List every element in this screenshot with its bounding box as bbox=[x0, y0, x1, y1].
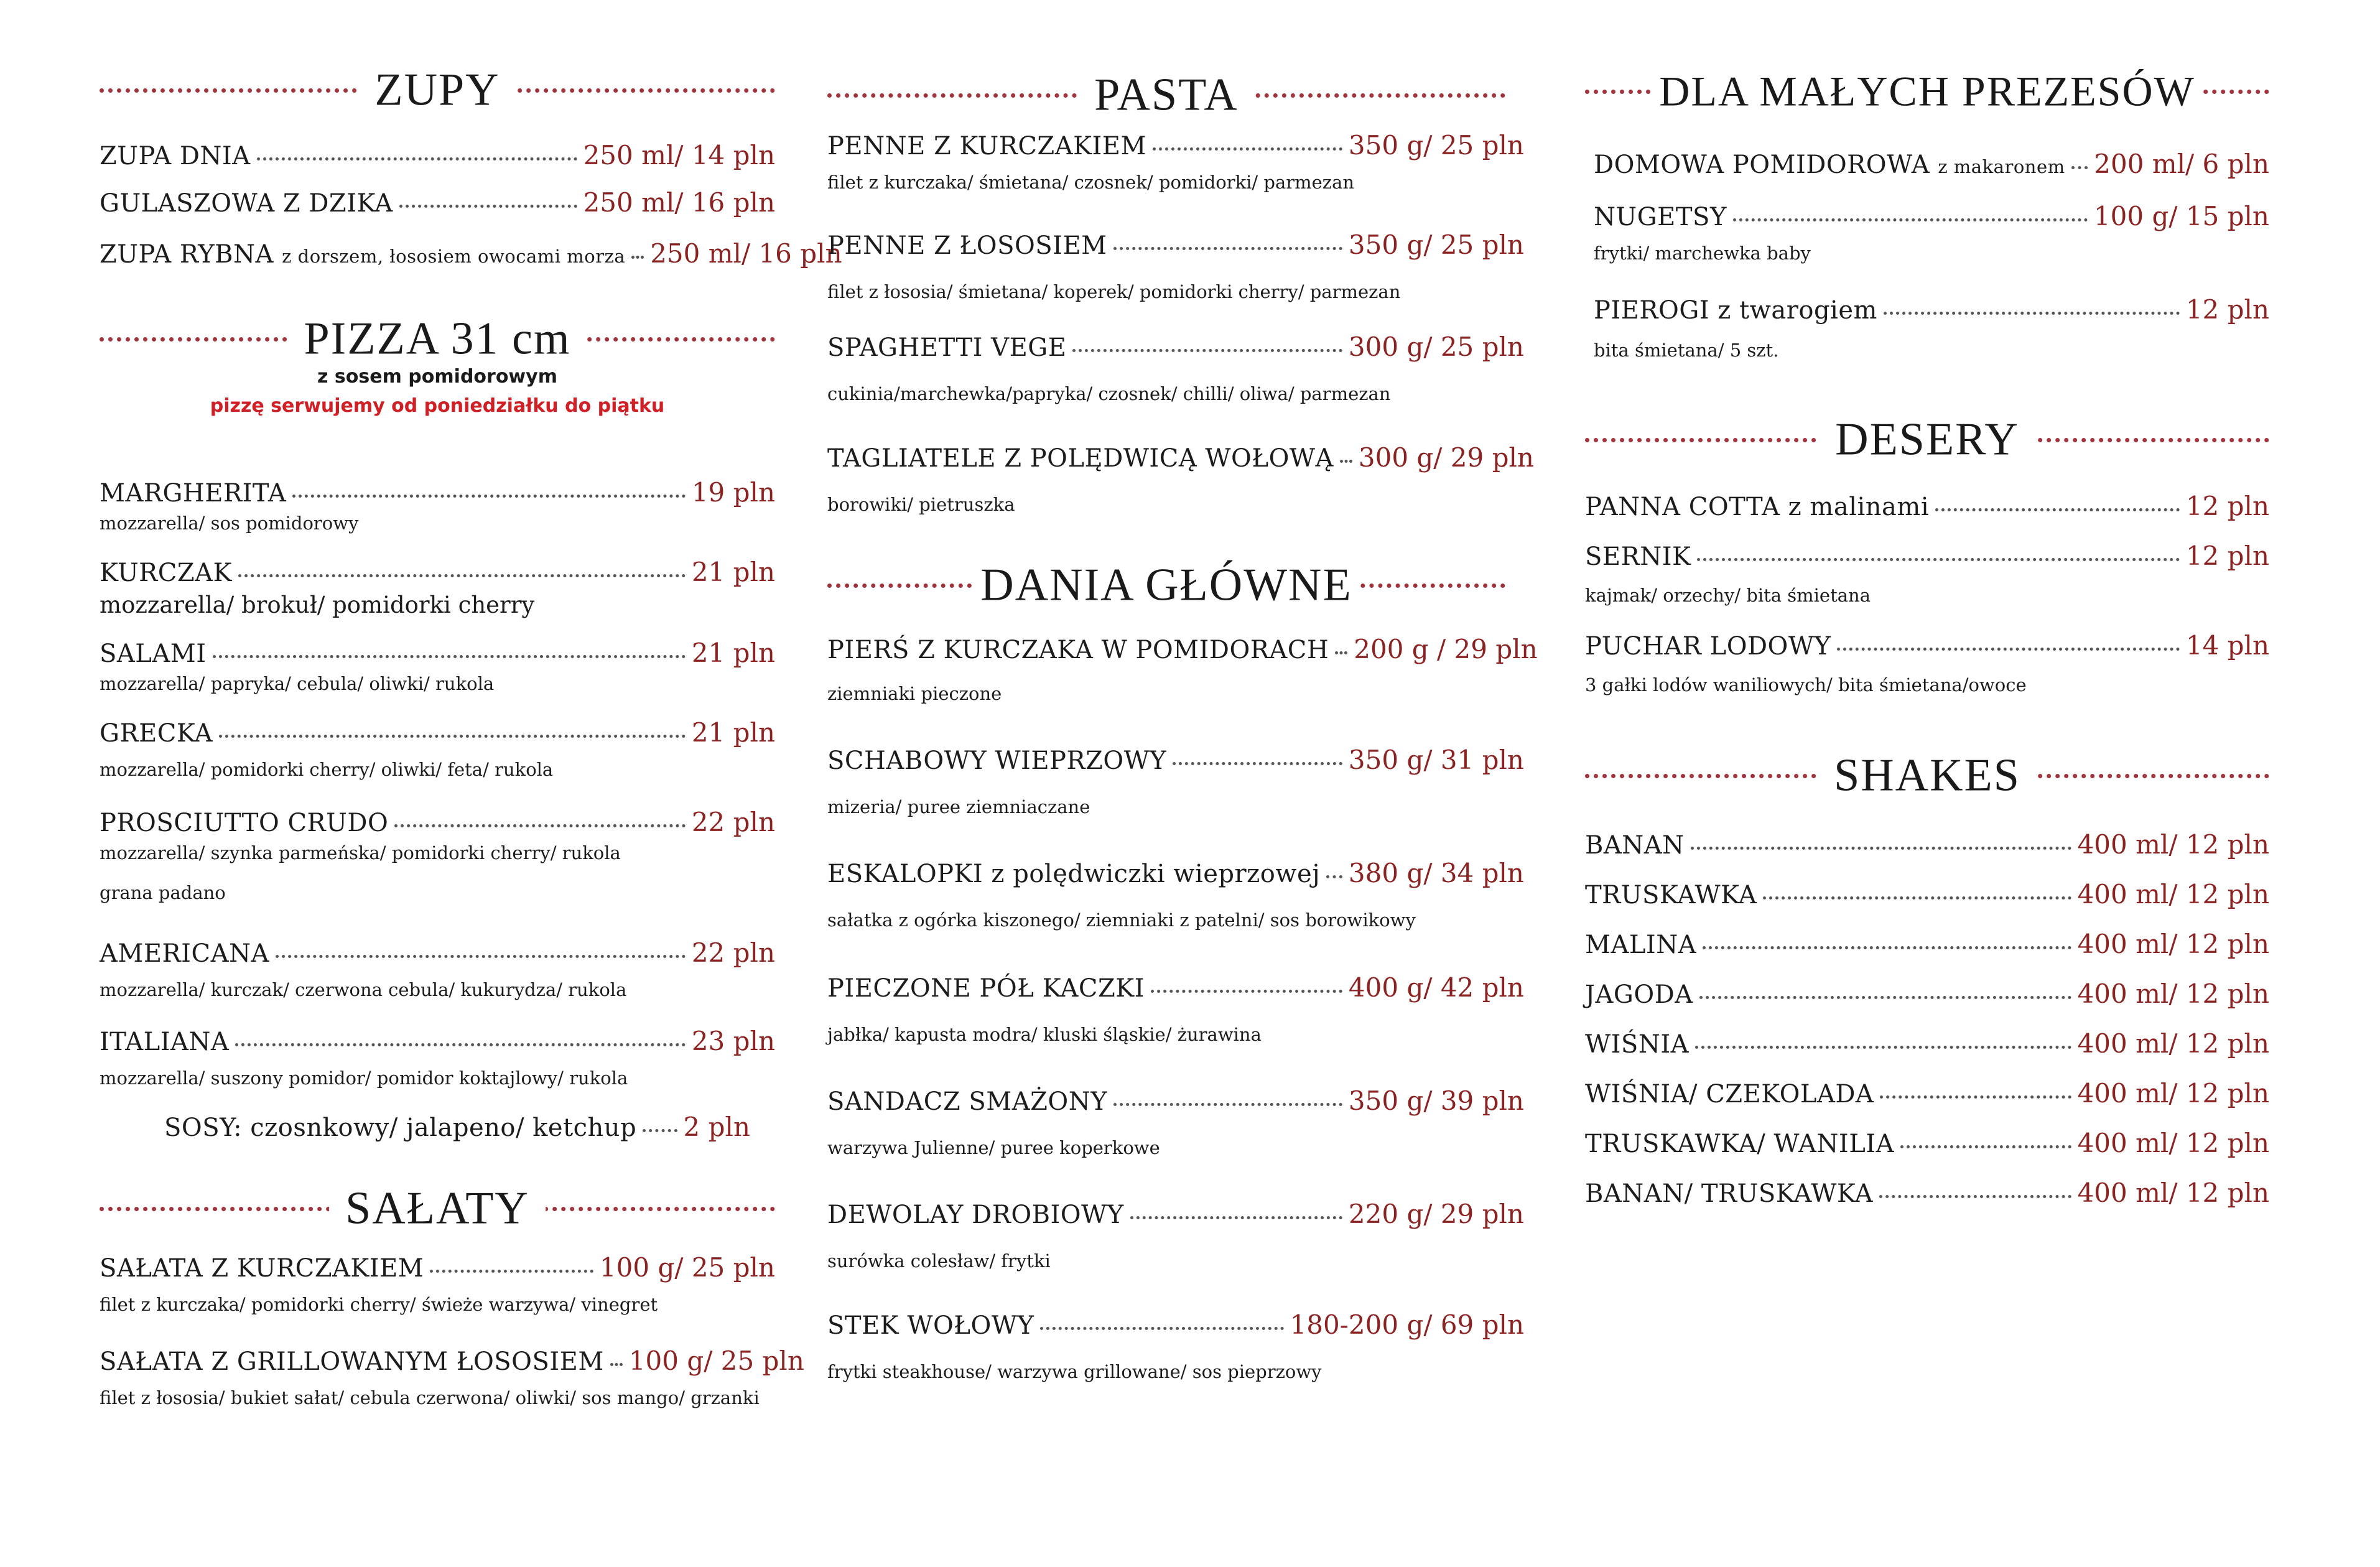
section-pizza bbox=[100, 305, 775, 417]
item-price: 400 ml/ 12 pln bbox=[2077, 929, 2269, 959]
item-name: SPAGHETTI VEGE bbox=[827, 333, 1067, 362]
item-name: SAŁATA Z KURCZAKIEM bbox=[100, 1254, 424, 1283]
menu-item bbox=[100, 185, 775, 221]
item-description: filet z łososia/ śmietana/ koperek/ pomidorki cherry/ parmezan bbox=[827, 281, 1401, 302]
section-note: pizzę serwujemy od poniedziałku do piątku bbox=[210, 395, 665, 417]
item-name: JAGODA bbox=[1585, 980, 1693, 1009]
menu-item bbox=[100, 236, 842, 274]
dot-leader bbox=[1880, 1095, 2071, 1099]
section-pasta bbox=[827, 61, 1505, 129]
item-price: 100 g/ 15 pln bbox=[2093, 201, 2269, 231]
dot-leader bbox=[1113, 247, 1342, 250]
dot-leader bbox=[292, 495, 686, 498]
menu-item bbox=[1585, 1026, 2269, 1062]
item-name-detail: z dorszem, łososiem owocami morza bbox=[282, 246, 626, 267]
dot-leader bbox=[394, 824, 686, 827]
section-title: PASTA bbox=[1078, 69, 1255, 122]
item-name: NUGETSY bbox=[1594, 203, 1727, 231]
dot-leader bbox=[1691, 847, 2071, 850]
item-description: mozzarella/ sos pomidorowy bbox=[100, 513, 359, 534]
item-price: 300 g/ 25 pln bbox=[1348, 332, 1524, 362]
item-name: PENNE Z ŁOSOSIEM bbox=[827, 231, 1107, 260]
dot-leader bbox=[1699, 996, 2071, 999]
item-description: cukinia/marchewka/papryka/ czosnek/ chilli/ oliwa/ parmezan bbox=[827, 383, 1391, 404]
section-desery bbox=[1585, 406, 2269, 474]
menu-item bbox=[1585, 877, 2269, 913]
menu-item bbox=[1585, 927, 2269, 962]
dot-leader bbox=[1153, 147, 1342, 151]
menu-item bbox=[100, 1024, 775, 1090]
item-description: mozzarella/ pomidorki cherry/ oliwki/ feta/ rukola bbox=[100, 759, 554, 780]
item-price: 400 ml/ 12 pln bbox=[2077, 979, 2269, 1009]
item-name: DOMOWA POMIDOROWA z makaronem bbox=[1594, 151, 2065, 179]
section-title: SAŁATY bbox=[329, 1183, 546, 1235]
dot-leader bbox=[1072, 349, 1342, 352]
item-name: MALINA bbox=[1585, 931, 1697, 959]
item-price: 12 pln bbox=[2185, 294, 2269, 325]
dot-leader bbox=[631, 256, 644, 259]
item-description-continued: grana padano bbox=[100, 882, 226, 903]
dot-leader bbox=[1340, 460, 1352, 463]
dot-leader bbox=[430, 1270, 593, 1273]
section-header bbox=[1585, 742, 2269, 810]
section-zupy bbox=[100, 56, 775, 124]
section-subtitle: z sosem pomidorowym bbox=[317, 366, 557, 388]
item-name: STEK WOŁOWY bbox=[827, 1311, 1034, 1340]
item-description: 3 gałki lodów waniliowych/ bita śmietana/owoce bbox=[1585, 674, 2027, 695]
section-dla-malych-prezesow bbox=[1585, 57, 2269, 126]
menu-item bbox=[100, 1250, 775, 1317]
item-name: PIEROGI z twarogiem bbox=[1594, 296, 1877, 325]
item-name: SAŁATA Z GRILLOWANYM ŁOSOSIEM bbox=[100, 1347, 604, 1376]
menu-item bbox=[1594, 147, 2269, 184]
item-description: mozzarella/ kurczak/ czerwona cebula/ kukurydza/ rukola bbox=[100, 979, 627, 1000]
dot-leader bbox=[213, 655, 686, 658]
item-name: ZUPA RYBNA z dorszem, łososiem owocami morza bbox=[100, 240, 626, 269]
dot-leader bbox=[1935, 508, 2180, 511]
dot-leader bbox=[1837, 648, 2179, 651]
menu-item bbox=[100, 805, 775, 905]
item-price: 380 g/ 34 pln bbox=[1348, 858, 1524, 888]
dot-leader bbox=[1113, 1103, 1342, 1106]
section-title: ZUPY bbox=[358, 64, 516, 117]
dot-leader bbox=[399, 205, 577, 208]
menu-item bbox=[827, 440, 1534, 517]
item-name: ESKALOPKI z polędwiczki wieprzowej bbox=[827, 860, 1321, 888]
item-price: 100 g/ 25 pln bbox=[628, 1346, 804, 1376]
menu-item bbox=[827, 1308, 1524, 1384]
item-price: 23 pln bbox=[691, 1026, 775, 1056]
item-description: mozzarella/ brokuł/ pomidorki cherry bbox=[100, 592, 535, 618]
menu-item bbox=[100, 475, 775, 536]
section-title: DESERY bbox=[1819, 414, 2035, 467]
menu-item bbox=[1585, 977, 2269, 1012]
item-price: 180-200 g/ 69 pln bbox=[1290, 1309, 1524, 1340]
item-price: 19 pln bbox=[691, 477, 775, 508]
item-price: 21 pln bbox=[691, 557, 775, 587]
item-name: SOSY: czosnkowy/ jalapeno/ ketchup bbox=[164, 1114, 637, 1142]
item-price: 200 g / 29 pln bbox=[1354, 634, 1538, 664]
menu-item bbox=[1585, 1126, 2269, 1161]
item-name: KURCZAK bbox=[100, 559, 232, 587]
item-price: 250 ml/ 14 pln bbox=[583, 140, 775, 170]
item-name: SALAMI bbox=[100, 639, 207, 668]
menu-item bbox=[1585, 489, 2269, 524]
dot-leader bbox=[238, 574, 686, 577]
menu-item bbox=[1585, 1076, 2269, 1112]
item-price: 350 g/ 39 pln bbox=[1348, 1086, 1524, 1116]
item-description: surówka colesław/ frytki bbox=[827, 1250, 1051, 1272]
section-header bbox=[100, 305, 775, 373]
dot-leader bbox=[219, 735, 686, 738]
dot-leader bbox=[1703, 946, 2071, 949]
dot-leader bbox=[1884, 312, 2180, 315]
menu-item bbox=[1594, 292, 2269, 363]
section-header bbox=[1585, 57, 2269, 126]
dot-leader bbox=[643, 1129, 677, 1132]
menu-item bbox=[827, 1197, 1524, 1273]
item-name: GULASZOWA Z DZIKA bbox=[100, 189, 393, 218]
menu-item bbox=[100, 555, 775, 618]
item-price: 350 g/ 31 pln bbox=[1348, 745, 1524, 775]
menu-item bbox=[827, 330, 1524, 406]
item-description: filet z kurczaka/ śmietana/ czosnek/ pomidorki/ parmezan bbox=[827, 172, 1355, 193]
item-price: 400 ml/ 12 pln bbox=[2077, 1128, 2269, 1158]
item-price: 350 g/ 25 pln bbox=[1348, 230, 1524, 260]
menu-item bbox=[827, 970, 1524, 1047]
item-description: borowiki/ pietruszka bbox=[827, 494, 1015, 515]
item-description: sałatka z ogórka kiszonego/ ziemniaki z patelni/ sos borowikowy bbox=[827, 909, 1416, 931]
menu-item bbox=[1594, 199, 2269, 266]
dot-leader bbox=[1335, 651, 1347, 654]
section-title: DLA MAŁYCH PREZESÓW bbox=[1652, 67, 2203, 116]
item-price: 400 ml/ 12 pln bbox=[2077, 1078, 2269, 1109]
dot-leader bbox=[1900, 1145, 2071, 1148]
dot-leader bbox=[1879, 1195, 2071, 1198]
item-name: AMERICANA bbox=[100, 939, 269, 968]
dot-leader bbox=[1763, 896, 2071, 900]
item-name: DEWOLAY DROBIOWY bbox=[827, 1201, 1124, 1229]
item-price: 400 g/ 42 pln bbox=[1348, 972, 1524, 1003]
dot-leader bbox=[1695, 1046, 2071, 1049]
dot-leader bbox=[1326, 875, 1342, 878]
item-name: BANAN/ TRUSKAWKA bbox=[1585, 1179, 1874, 1208]
item-price: 400 ml/ 12 pln bbox=[2077, 829, 2269, 860]
dot-leader bbox=[276, 955, 686, 958]
item-name: SANDACZ SMAŻONY bbox=[827, 1087, 1108, 1116]
item-description: bita śmietana/ 5 szt. bbox=[1594, 340, 1779, 361]
item-price: 21 pln bbox=[691, 638, 775, 668]
section-title: DANIA GŁÓWNE bbox=[974, 559, 1358, 612]
menu-item bbox=[827, 228, 1524, 304]
section-dania-glowne bbox=[827, 551, 1505, 620]
item-price: 250 ml/ 16 pln bbox=[650, 238, 842, 269]
item-name: PENNE Z KURCZAKIEM bbox=[827, 132, 1146, 160]
section-title: SHAKES bbox=[1818, 750, 2037, 802]
item-price: 250 ml/ 16 pln bbox=[583, 187, 775, 218]
item-price: 22 pln bbox=[691, 807, 775, 837]
menu-column-3 bbox=[1585, 0, 2269, 1567]
menu-item bbox=[827, 128, 1524, 195]
menu-item bbox=[100, 715, 775, 782]
item-price: 220 g/ 29 pln bbox=[1348, 1199, 1524, 1229]
menu-item bbox=[100, 1344, 804, 1410]
item-name-detail: z makaronem bbox=[1938, 156, 2065, 177]
item-name: SERNIK bbox=[1585, 542, 1691, 571]
dot-leader bbox=[1173, 762, 1342, 765]
section-shakes bbox=[1585, 742, 2269, 810]
menu-column-2 bbox=[827, 0, 1538, 1567]
item-description: jabłka/ kapusta modra/ kluski śląskie/ żurawina bbox=[827, 1024, 1262, 1045]
item-name: SCHABOWY WIEPRZOWY bbox=[827, 746, 1167, 775]
dot-leader bbox=[1130, 1216, 1342, 1219]
item-price: 12 pln bbox=[2185, 491, 2269, 521]
dot-leader bbox=[1697, 558, 2179, 561]
menu-item bbox=[1585, 628, 2269, 697]
dot-leader bbox=[235, 1043, 686, 1046]
item-price: 400 ml/ 12 pln bbox=[2077, 1028, 2269, 1059]
menu-item bbox=[1585, 539, 2269, 608]
item-price: 300 g/ 29 pln bbox=[1358, 442, 1534, 473]
item-description: filet z łososia/ bukiet sałat/ cebula czerwona/ oliwki/ sos mango/ grzanki bbox=[100, 1387, 760, 1408]
item-name: TRUSKAWKA bbox=[1585, 881, 1757, 909]
item-description: warzywa Julienne/ puree koperkowe bbox=[827, 1137, 1160, 1158]
menu-item bbox=[1585, 827, 2269, 863]
item-description: frytki steakhouse/ warzywa grillowane/ sos pieprzowy bbox=[827, 1361, 1322, 1382]
dot-leader bbox=[1040, 1327, 1283, 1330]
section-salaty bbox=[100, 1174, 775, 1243]
item-description: kajmak/ orzechy/ bita śmietana bbox=[1585, 585, 1871, 606]
item-price: 12 pln bbox=[2185, 541, 2269, 571]
item-description: mozzarella/ szynka parmeńska/ pomidorki cherry/ rukola bbox=[100, 842, 621, 863]
item-name: TAGLIATELE Z POLĘDWICĄ WOŁOWĄ bbox=[827, 444, 1334, 473]
dot-leader bbox=[1733, 218, 2088, 221]
dot-leader bbox=[610, 1363, 623, 1366]
menu-item bbox=[827, 743, 1524, 819]
item-description: mizeria/ puree ziemniaczane bbox=[827, 796, 1090, 817]
item-name: GRECKA bbox=[100, 719, 213, 748]
item-description: mozzarella/ papryka/ cebula/ oliwki/ rukola bbox=[100, 673, 495, 694]
menu-column-1 bbox=[100, 0, 842, 1567]
item-description: mozzarella/ suszony pomidor/ pomidor koktajlowy/ rukola bbox=[100, 1067, 628, 1089]
item-price: 400 ml/ 12 pln bbox=[2077, 879, 2269, 909]
item-description: frytki/ marchewka baby bbox=[1594, 243, 1811, 264]
sauces-item bbox=[164, 1110, 750, 1145]
item-description: ziemniaki pieczone bbox=[827, 683, 1002, 704]
section-header bbox=[1585, 406, 2269, 474]
menu-item bbox=[1585, 1176, 2269, 1211]
menu-item bbox=[827, 1084, 1524, 1160]
item-name: PIERŚ Z KURCZAKA W POMIDORACH bbox=[827, 636, 1329, 664]
item-name: MARGHERITA bbox=[100, 479, 287, 508]
item-name: PUCHAR LODOWY bbox=[1585, 632, 1831, 661]
menu-item bbox=[100, 636, 775, 696]
item-description: filet z kurczaka/ pomidorki cherry/ świeże warzywa/ vinegret bbox=[100, 1294, 658, 1315]
item-name: ZUPA DNIA bbox=[100, 142, 251, 170]
menu-item bbox=[827, 632, 1538, 706]
item-name: PIECZONE PÓŁ KACZKI bbox=[827, 974, 1145, 1003]
item-name: WIŚNIA/ CZEKOLADA bbox=[1585, 1080, 1874, 1109]
section-header bbox=[827, 61, 1505, 129]
menu-item bbox=[100, 936, 775, 1002]
menu-item bbox=[100, 138, 775, 174]
item-name: WIŚNIA bbox=[1585, 1030, 1690, 1059]
dot-leader bbox=[1151, 990, 1342, 993]
dot-leader bbox=[2071, 166, 2088, 169]
item-price: 22 pln bbox=[691, 937, 775, 968]
item-price: 21 pln bbox=[691, 717, 775, 748]
section-header bbox=[100, 1174, 775, 1243]
item-price: 400 ml/ 12 pln bbox=[2077, 1178, 2269, 1208]
section-header bbox=[827, 551, 1505, 620]
item-price: 350 g/ 25 pln bbox=[1348, 130, 1524, 160]
dot-leader bbox=[257, 157, 577, 160]
item-name: PROSCIUTTO CRUDO bbox=[100, 809, 389, 837]
item-name: PANNA COTTA z malinami bbox=[1585, 493, 1930, 521]
item-name: TRUSKAWKA/ WANILIA bbox=[1585, 1130, 1894, 1158]
item-price: 14 pln bbox=[2185, 630, 2269, 661]
item-price: 100 g/ 25 pln bbox=[599, 1252, 775, 1283]
section-header bbox=[100, 56, 775, 124]
item-price: 2 pln bbox=[683, 1112, 750, 1142]
section-title: PIZZA 31 cm bbox=[288, 313, 587, 366]
item-name: BANAN bbox=[1585, 831, 1685, 860]
item-price: 200 ml/ 6 pln bbox=[2094, 149, 2269, 179]
menu-item bbox=[827, 856, 1524, 932]
item-name: ITALIANA bbox=[100, 1028, 230, 1056]
